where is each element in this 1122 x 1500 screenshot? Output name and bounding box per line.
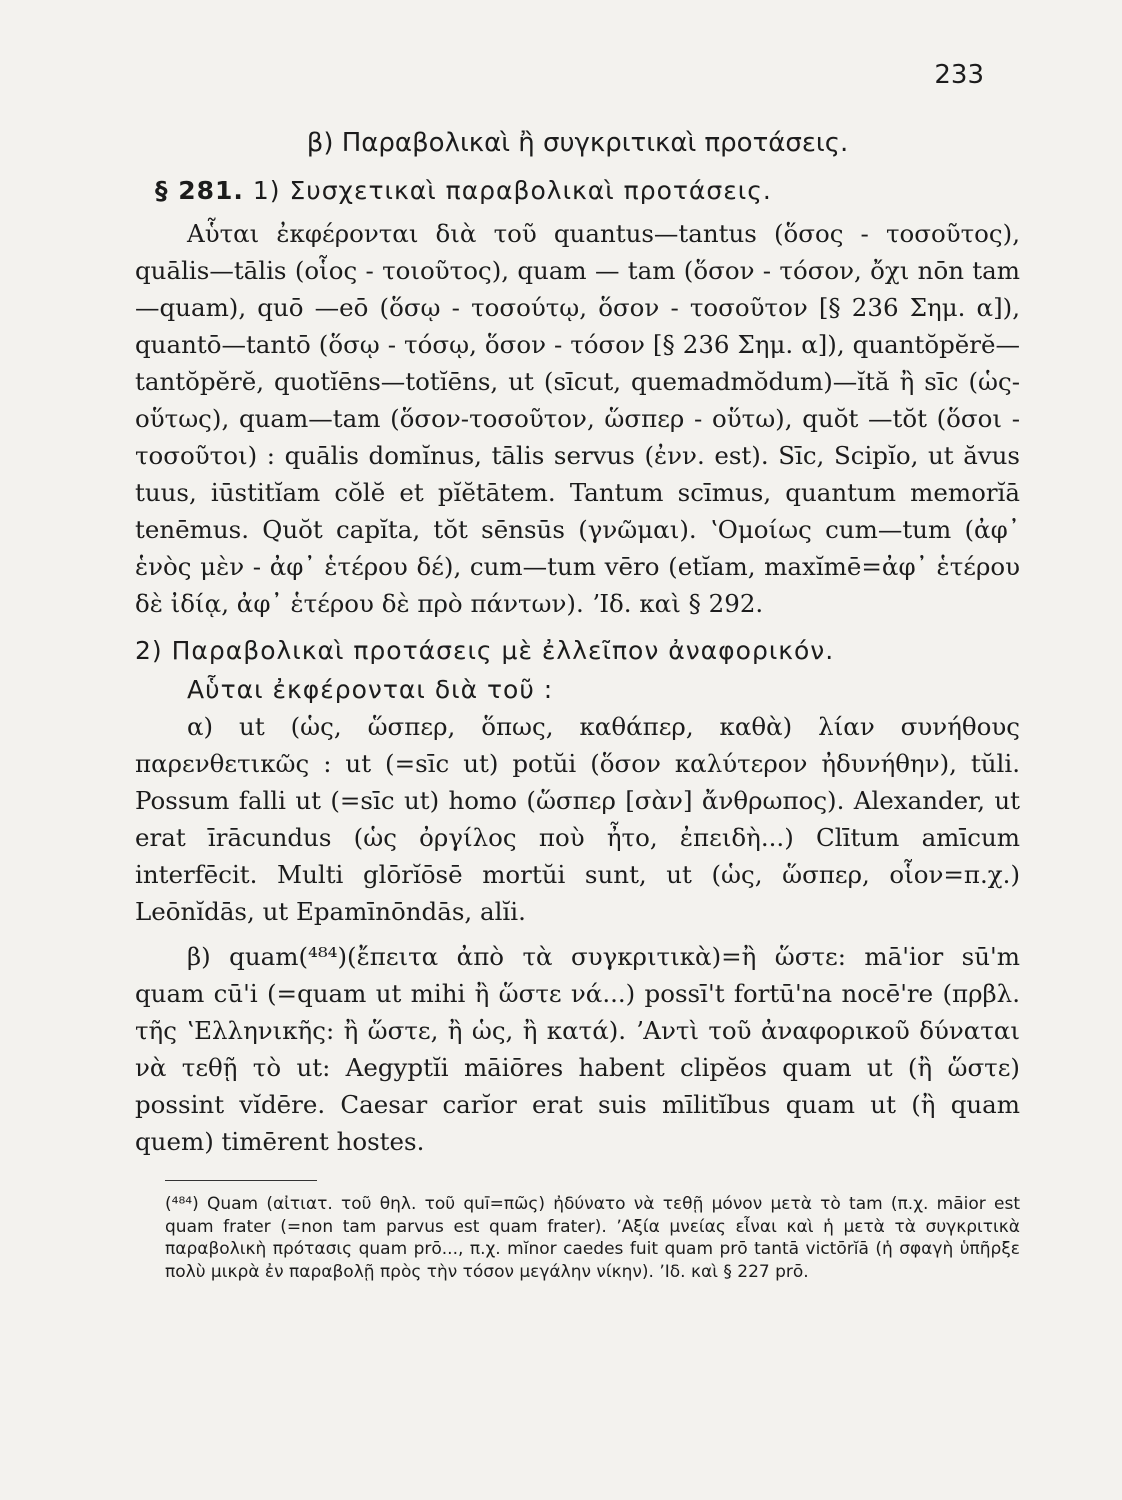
subsection-2-heading: 2) Παραβολικαὶ προτάσεις μὲ ἐλλεῖπον ἀναφορικόν.	[135, 636, 835, 665]
section-heading: β) Παραβολικαὶ ἢ συγκριτικαὶ προτάσεις.	[306, 128, 849, 158]
subsection-1-title: 1) Συσχετικαὶ παραβολικαὶ προτάσεις.	[252, 176, 772, 205]
section-mark: § 281.	[155, 176, 244, 205]
footnote-rule	[165, 1180, 317, 1181]
page-body	[135, 120, 1020, 1283]
subsection-2-intro: Αὗται ἐκφέρονται διὰ τοῦ :	[187, 675, 554, 704]
paragraph-correlative: Αὗται ἐκφέρονται διὰ τοῦ quantus—tantus (ὅσος - τοσοῦτος), quālis—tālis (οἷος - τοιοῦτος), quam — tam (ὅσον - τόσον, ὄχι nōn tam—quam), quō —eō (ὅσῳ - τοσούτῳ, ὅσον - τοσοῦτον [§ 236 Σημ. α]), quantō—tantō (ὅσῳ - τόσῳ, ὅσον - τόσον [§ 236 Σημ. α]), quantŏpĕrĕ—tantŏpĕrĕ, quotĭēns—totĭēns, ut (sīcut, quemadmŏdum)—ĭtă ἢ sīc (ὡς-οὕτως), quam—tam (ὅσον-τοσοῦτον, ὥσπερ - οὕτω), quŏt —tŏt (ὅσοι - τοσοῦτοι) : quālis domĭnus, tālis servus (ἐνν. est). Sīc, Scipĭo, ut ăvus tuus, iūstitĭam cŏlĕ et pĭĕtātem. Tantum scīmus, quantum memorĭā tenēmus. Quŏt capĭta, tŏt sēnsūs (γνῶμαι). ʽΟμοίως cum—tum (ἀφ᾽ ἑνὸς μὲν - ἀφ᾽ ἑτέρου δέ), cum—tum vēro (etĭam, maxĭmē=ἀφ᾽ ἑτέρου δὲ ἰδίᾳ, ἀφ᾽ ἑτέρου δὲ πρὸ πάντων). ʼΙδ. καὶ § 292.	[135, 219, 1020, 618]
paragraph-beta: β) quam(⁴⁸⁴)(ἔπειτα ἀπὸ τὰ συγκριτικὰ)=ἢ ὥστε: mā'ior sū'm quam cū'i (=quam ut mihi ἢ ὥστε νά...) possī't fortū'na nocē're (πρβλ. τῆς ʽΕλληνικῆς: ἢ ὥστε, ἢ ὡς, ἢ κατά). ʼΑντὶ τοῦ ἀναφορικοῦ δύναται νὰ τεθῇ τὸ ut: Aegyptĭi māiōres habent clipĕos quam ut (ἢ ὥστε) possint vĭdēre. Caesar carĭor erat suis mīlitĭbus quam ut (ἢ quam quem) timērent hostes.	[135, 942, 1020, 1156]
subsection-1-heading	[155, 176, 1020, 205]
footnote-484: (⁴⁸⁴) Quam (αἰτιατ. τοῦ θηλ. τοῦ quī=πῶς) ἠδύνατο νὰ τεθῇ μόνον μετὰ τὸ tam (π.χ. māior est quam frater (=non tam parvus est quam frater). ʼΑξία μνείας εἶναι καὶ ἡ μετὰ τὰ συγκριτικὰ παραβολικὴ πρότασις quam prō..., π.χ. mĭnor caedes fuit quam prō tantā victōrĭā (ἡ σφαγὴ ὑπῆρξε πολὺ μικρὰ ἐν παραβολῇ πρὸς τὴν τόσον μεγάλην νίκην). ʼΙδ. καὶ § 227 prō.	[165, 1194, 1020, 1282]
page-number: 233	[934, 60, 984, 90]
paragraph-alpha: α) ut (ὡς, ὥσπερ, ὅπως, καθάπερ, καθὰ) λίαν συνήθους παρενθετικῶς : ut (=sīc ut) potŭi (ὅσον καλύτερον ἠδυνήθην), tŭli. Possum falli ut (=sīc ut) homo (ὥσπερ [σὰν] ἄνθρωπος). Alexander, ut erat īrācundus (ὡς ὀργίλος ποὺ ἦτο, ἐπειδὴ...) Clītum amīcum interfēcit. Multi glōrĭōsē mortŭi sunt, ut (ὡς, ὥσπερ, οἷον=π.χ.) Leōnĭdās, ut Epamīnōndās, alĭi.	[135, 712, 1020, 926]
